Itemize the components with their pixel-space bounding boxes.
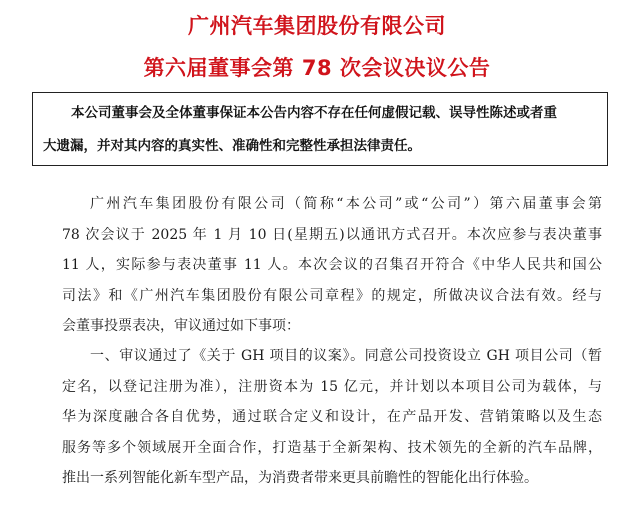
disclaimer-line: 本公司董事会及全体董事保证本公告内容不存在任何虚假记载、误导性陈述或者重 — [71, 105, 557, 121]
paragraph-line: 定名，以登记注册为准），注册资本为 15 亿元，并计划以本项目公司为载体，与 — [62, 378, 602, 395]
paragraph-line: 会董事投票表决，审议通过如下事项： — [62, 318, 300, 334]
meeting-info-paragraph — [62, 189, 602, 342]
paragraph-line: 司法》和《广州汽车集团股份有限公司章程》的规定，所做决议合法有效。经与 — [62, 287, 602, 304]
disclaimer-line: 大遗漏，并对其内容的真实性、准确性和完整性承担法律责任。 — [43, 138, 421, 154]
paragraph-line: 11 人，实际参与表决董事 11 人。本次会议的召集召开符合《中华人民共和国公 — [62, 257, 602, 273]
disclaimer-box — [32, 92, 608, 166]
paragraph-line: 一、审议通过了《关于 GH 项目的议案》。同意公司投资设立 GH 项目公司（暂 — [90, 348, 602, 364]
paragraph-line: 78 次会议于 2025 年 1 月 10 日(星期五)以通讯方式召开。本次应参与表决董事 — [62, 226, 602, 243]
paragraph-line: 广州汽车集团股份有限公司（简称“本公司”或“公司”）第六届董事会第 — [90, 196, 602, 212]
company-title: 广州汽车集团股份有限公司 — [188, 14, 446, 38]
paragraph-line: 华为深度融合各自优势，通过联合定义和设计，在产品开发、营销策略以及生态 — [62, 409, 602, 425]
paragraph-line: 推出一系列智能化新车型产品，为消费者带来更具前瞻性的智能化出行体验。 — [62, 470, 538, 486]
resolution-paragraph — [62, 341, 602, 494]
paragraph-line: 服务等多个领域展开全面合作，打造基于全新架构、技术领先的全新的汽车品牌， — [62, 439, 602, 456]
announcement-title: 第六届董事会第 78 次会议决议公告 — [143, 56, 491, 80]
